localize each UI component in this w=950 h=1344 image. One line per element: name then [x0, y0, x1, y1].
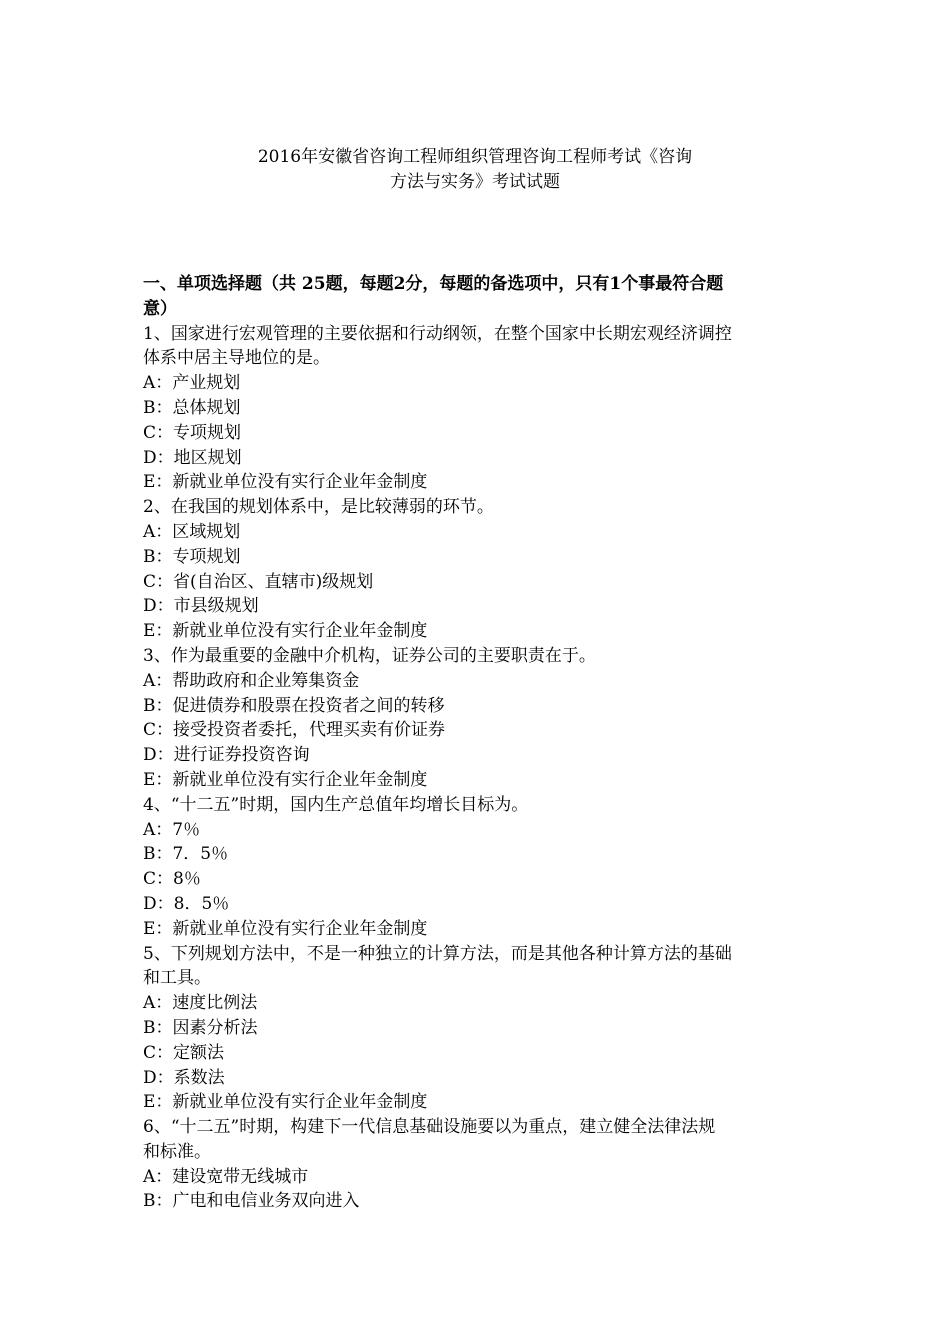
option-a: A：帮助政府和企业筹集资金: [143, 670, 360, 691]
question-stem: 4、“十二五”时期，国内生产总值年均增长目标为。: [143, 794, 529, 815]
option-b: B：广电和电信业务双向进入: [143, 1191, 360, 1212]
option-e: E：新就业单位没有实行企业年金制度: [143, 918, 428, 939]
option-c: C：省(自治区、直辖市)级规划: [143, 571, 374, 592]
question-stem: 和工具。: [143, 968, 211, 989]
option-b: B：专项规划: [143, 546, 241, 567]
option-c: C：8％: [143, 869, 201, 890]
option-a: A：建设宽带无线城市: [143, 1166, 309, 1187]
option-b: B：促进债券和股票在投资者之间的转移: [143, 695, 445, 716]
question-item: [143, 793, 815, 942]
option-d: D：地区规划: [143, 447, 242, 468]
option-a: A：产业规划: [143, 373, 241, 394]
section-heading-line: 一、单项选择题（共 25题，每题2分，每题的备选项中，只有1个事最符合题: [143, 274, 724, 294]
option-a: A：区域规划: [143, 521, 241, 542]
question-item: [143, 644, 815, 793]
title-line: 方法与实务》考试试题: [390, 171, 560, 192]
section-heading-line: 意）: [143, 298, 177, 319]
option-e: E：新就业单位没有实行企业年金制度: [143, 472, 428, 493]
question-stem: 1、国家进行宏观管理的主要依据和行动纲领，在整个国家中长期宏观经济调控: [143, 323, 732, 344]
question-item: [143, 322, 815, 496]
question-stem: 和标准。: [143, 1141, 211, 1162]
question-stem: 5、下列规划方法中，不是一种独立的计算方法，而是其他各种计算方法的基础: [143, 943, 732, 964]
option-b: B：总体规划: [143, 397, 241, 418]
option-a: A：7％: [143, 819, 201, 840]
document-title: [120, 145, 830, 195]
question-item: [143, 495, 815, 644]
title-line: 2016年安徽省咨询工程师组织管理咨询工程师考试《咨询: [257, 147, 693, 167]
option-e: E：新就业单位没有实行企业年金制度: [143, 769, 428, 790]
option-a: A：速度比例法: [143, 993, 258, 1014]
option-b: B：因素分析法: [143, 1017, 258, 1038]
question-item: [143, 942, 815, 1116]
document-body: [143, 272, 815, 1214]
question-item: [143, 1115, 815, 1214]
option-d: D：市县级规划: [143, 596, 259, 617]
option-e: E：新就业单位没有实行企业年金制度: [143, 621, 428, 642]
question-stem: 体系中居主导地位的是。: [143, 348, 330, 369]
section-heading: [143, 272, 815, 322]
option-c: C：定额法: [143, 1042, 225, 1063]
option-d: D：8．5％: [143, 893, 230, 914]
option-e: E：新就业单位没有实行企业年金制度: [143, 1092, 428, 1113]
question-stem: 2、在我国的规划体系中，是比较薄弱的环节。: [143, 497, 494, 518]
option-b: B：7．5％: [143, 844, 229, 865]
question-stem: 6、“十二五”时期，构建下一代信息基础设施要以为重点，建立健全法律法规: [143, 1117, 716, 1138]
option-d: D：系数法: [143, 1067, 225, 1088]
question-stem: 3、作为最重要的金融中介机构，证券公司的主要职责在于。: [143, 645, 596, 666]
option-c: C：接受投资者委托，代理买卖有价证券: [143, 720, 446, 741]
option-c: C：专项规划: [143, 422, 242, 443]
option-d: D：进行证券投资咨询: [143, 745, 310, 766]
